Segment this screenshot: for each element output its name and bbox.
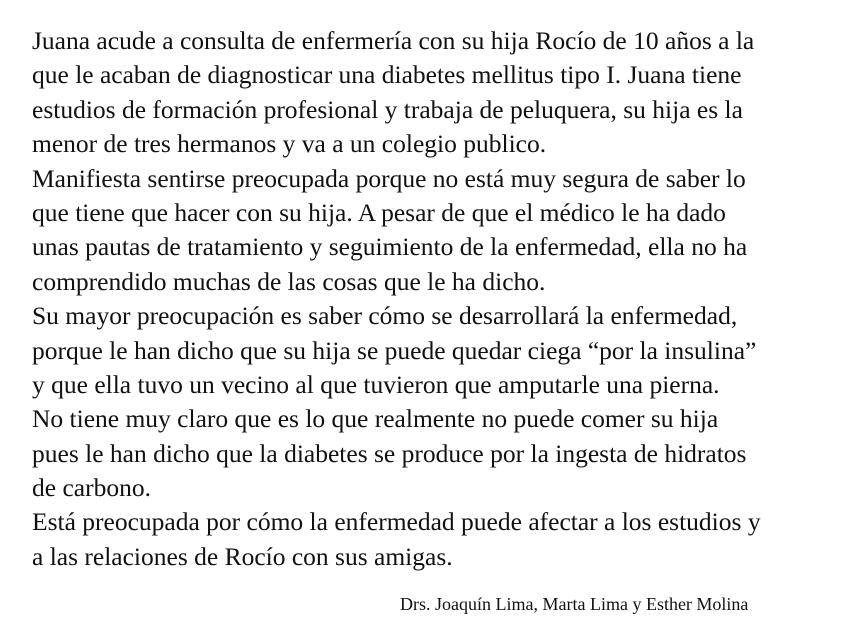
text-line: pues le han dicho que la diabetes se produce por la ingesta de hidratos — [32, 438, 747, 468]
text-line: Está preocupada por cómo la enfermedad puede afectar a los estudios y — [32, 507, 761, 537]
case-description — [32, 24, 844, 574]
text-line: que tiene que hacer con su hija. A pesar de que el médico le ha dado — [32, 197, 726, 227]
text-line: que le acaban de diagnosticar una diabetes mellitus tipo I. Juana tiene — [32, 60, 742, 90]
text-line: Manifiesta sentirse preocupada porque no está muy segura de saber lo — [32, 163, 746, 193]
text-line: y que ella tuvo un vecino al que tuvieron que amputarle una pierna. — [32, 369, 720, 399]
text-line: Juana acude a consulta de enfermería con su hija Rocío de 10 años a la — [32, 26, 755, 55]
text-line: comprendido muchas de las cosas que le ha dicho. — [32, 266, 546, 296]
authors-credit: Drs. Joaquín Lima, Marta Lima y Esther Molina — [400, 594, 749, 614]
text-line: menor de tres hermanos y va a un colegio publico. — [32, 129, 547, 159]
text-line: Su mayor preocupación es saber cómo se desarrollará la enfermedad, — [32, 301, 738, 331]
text-line: unas pautas de tratamiento y seguimiento de la enfermedad, ella no ha — [32, 232, 748, 262]
text-line: a las relaciones de Rocío con sus amigas. — [32, 541, 453, 571]
text-line: No tiene muy claro que es lo que realmente no puede comer su hija — [32, 404, 719, 434]
text-line: de carbono. — [32, 473, 151, 503]
text-line: porque le han dicho que su hija se puede quedar ciega “por la insulina” — [32, 335, 757, 365]
text-line: estudios de formación profesional y trabaja de peluquera, su hija es la — [32, 94, 743, 124]
